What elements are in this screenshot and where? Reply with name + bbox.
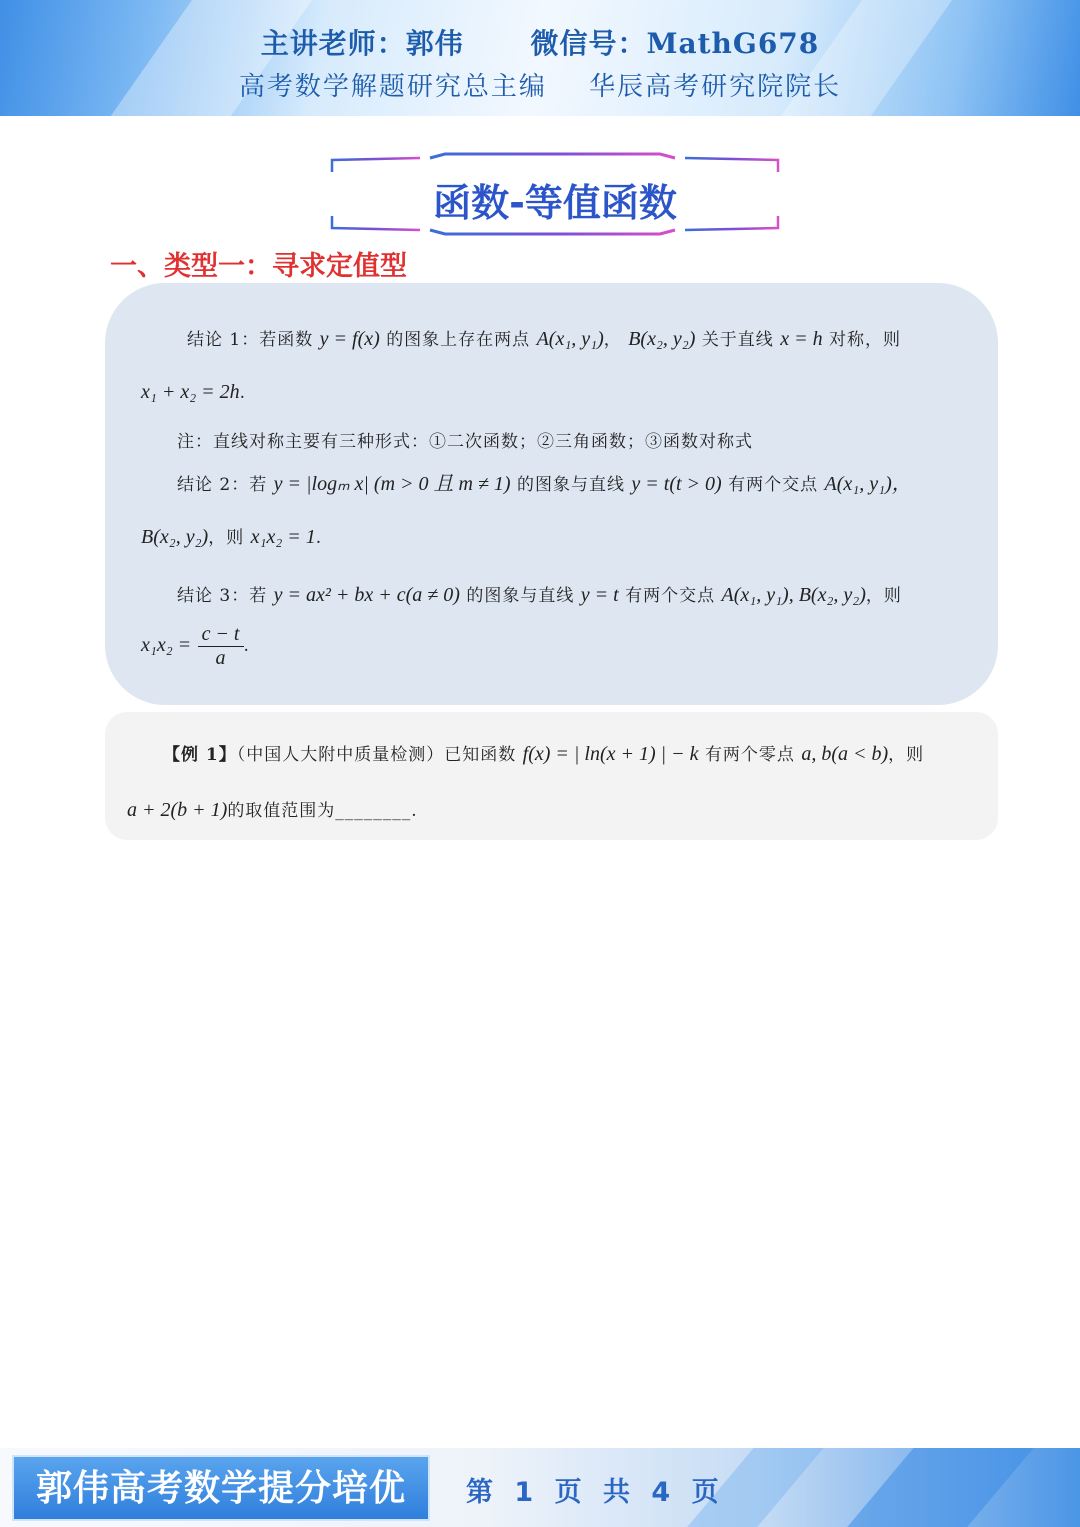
footer-brand: 郭伟高考数学提分培优 bbox=[12, 1455, 430, 1521]
conclusion-3-mid2: 有两个交点 bbox=[625, 586, 716, 606]
header-subtitle-right: 华辰高考研究院院长 bbox=[589, 72, 842, 102]
conclusion-1-suffix: 对称，则 bbox=[829, 330, 901, 350]
title-frame bbox=[330, 150, 780, 238]
example-expression: a + 2(b + 1) bbox=[127, 799, 228, 821]
example-line-1 bbox=[163, 740, 924, 766]
conclusion-3-mid: 的图象与直线 bbox=[466, 586, 575, 606]
conclusion-2-line: y = t(t > 0) bbox=[631, 473, 722, 495]
conclusion-1-mid: 的图象上存在两点 bbox=[386, 330, 531, 350]
example-source: （中国人大附中质量检测）已知函数 bbox=[236, 745, 517, 765]
conclusion-1-line-1 bbox=[187, 325, 901, 351]
example-line-2 bbox=[127, 796, 418, 822]
conclusion-3-line: y = t bbox=[580, 584, 619, 606]
conclusion-1-point-b: B(x₂, y₂) bbox=[628, 328, 696, 350]
header-line-1 bbox=[0, 22, 1080, 62]
fraction-denominator: a bbox=[215, 647, 226, 669]
example-zeros: a, b(a < b) bbox=[801, 743, 889, 765]
conclusion-3-line-1 bbox=[177, 581, 902, 607]
conclusion-1-function: y = f(x) bbox=[319, 328, 380, 350]
conclusion-1-sep: ， bbox=[603, 330, 622, 350]
conclusion-2-point-b: B(x₂, y₂) bbox=[141, 526, 209, 548]
page-title: 函数-等值函数 bbox=[433, 181, 677, 225]
fraction-numerator: c − t bbox=[198, 623, 244, 647]
footer-banner bbox=[0, 1448, 1080, 1527]
header-line-2 bbox=[0, 66, 1080, 103]
conclusion-3-result-lhs: x₁x₂ = bbox=[141, 634, 192, 656]
example-box bbox=[105, 712, 998, 840]
wechat-label: 微信号：MathG678 bbox=[530, 27, 820, 60]
header-banner bbox=[0, 0, 1080, 116]
conclusion-2-mid: 的图象与直线 bbox=[517, 475, 625, 495]
conclusion-3-fraction bbox=[198, 623, 244, 670]
conclusion-2-then: ，则 bbox=[208, 528, 245, 548]
page-indicator: 第 1 页 共 4 页 bbox=[466, 1477, 725, 1508]
section-heading: 一、类型一：寻求定值型 bbox=[110, 251, 407, 282]
conclusion-2-line-1 bbox=[177, 467, 912, 496]
example-label: 【例 1】 bbox=[163, 745, 237, 765]
header-subtitle-left: 高考数学解题研究总主编 bbox=[238, 72, 547, 102]
conclusion-2-result: x₁x₂ = 1 bbox=[250, 526, 316, 548]
conclusion-2-function: y = |logₘ x| (m > 0 且 m ≠ 1) bbox=[273, 473, 511, 495]
conclusion-2-mid2: 有两个交点 bbox=[728, 475, 819, 495]
conclusion-1-mid2: 关于直线 bbox=[701, 330, 774, 350]
conclusion-1-line-2: x₁ + x₂ = 2h. bbox=[141, 381, 247, 403]
example-mid: 有两个零点 bbox=[704, 745, 795, 765]
conclusion-3-points: A(x₁, y₁), B(x₂, y₂) bbox=[721, 584, 866, 606]
footer-decor-stripe bbox=[838, 1448, 1042, 1527]
conclusion-1-point-a: A(x₁, y₁) bbox=[536, 328, 604, 350]
conclusion-2-line-2: B(x₂, y₂)，则 x₁x₂ = 1. bbox=[141, 526, 323, 548]
conclusion-note: 注：直线对称主要有三种形式：①二次函数；②三角函数；③函数对称式 bbox=[177, 432, 753, 452]
conclusion-1-result: x₁ + x₂ = 2h bbox=[141, 381, 240, 403]
conclusion-2-point-a: A(x₁, y₁)， bbox=[824, 473, 912, 495]
example-question: 的取值范围为________. bbox=[227, 801, 418, 821]
conclusion-1-prefix: 结论 1：若函数 bbox=[187, 330, 314, 350]
conclusion-3-prefix: 结论 3：若 bbox=[177, 586, 268, 606]
conclusions-box bbox=[105, 283, 998, 705]
conclusion-1-line: x = h bbox=[780, 328, 823, 350]
conclusion-3-line-2: x₁x₂ = $\frac{c - t}{a}$ . bbox=[141, 623, 250, 669]
example-function: f(x) = | ln(x + 1) | − k bbox=[522, 743, 699, 765]
conclusion-3-function: y = ax² + bx + c(a ≠ 0) bbox=[273, 584, 460, 606]
example-tail: ，则 bbox=[888, 745, 925, 765]
conclusion-3-suffix: ，则 bbox=[865, 586, 902, 606]
conclusion-2-prefix: 结论 2：若 bbox=[177, 475, 268, 495]
teacher-label: 主讲老师：郭伟 bbox=[260, 27, 464, 60]
